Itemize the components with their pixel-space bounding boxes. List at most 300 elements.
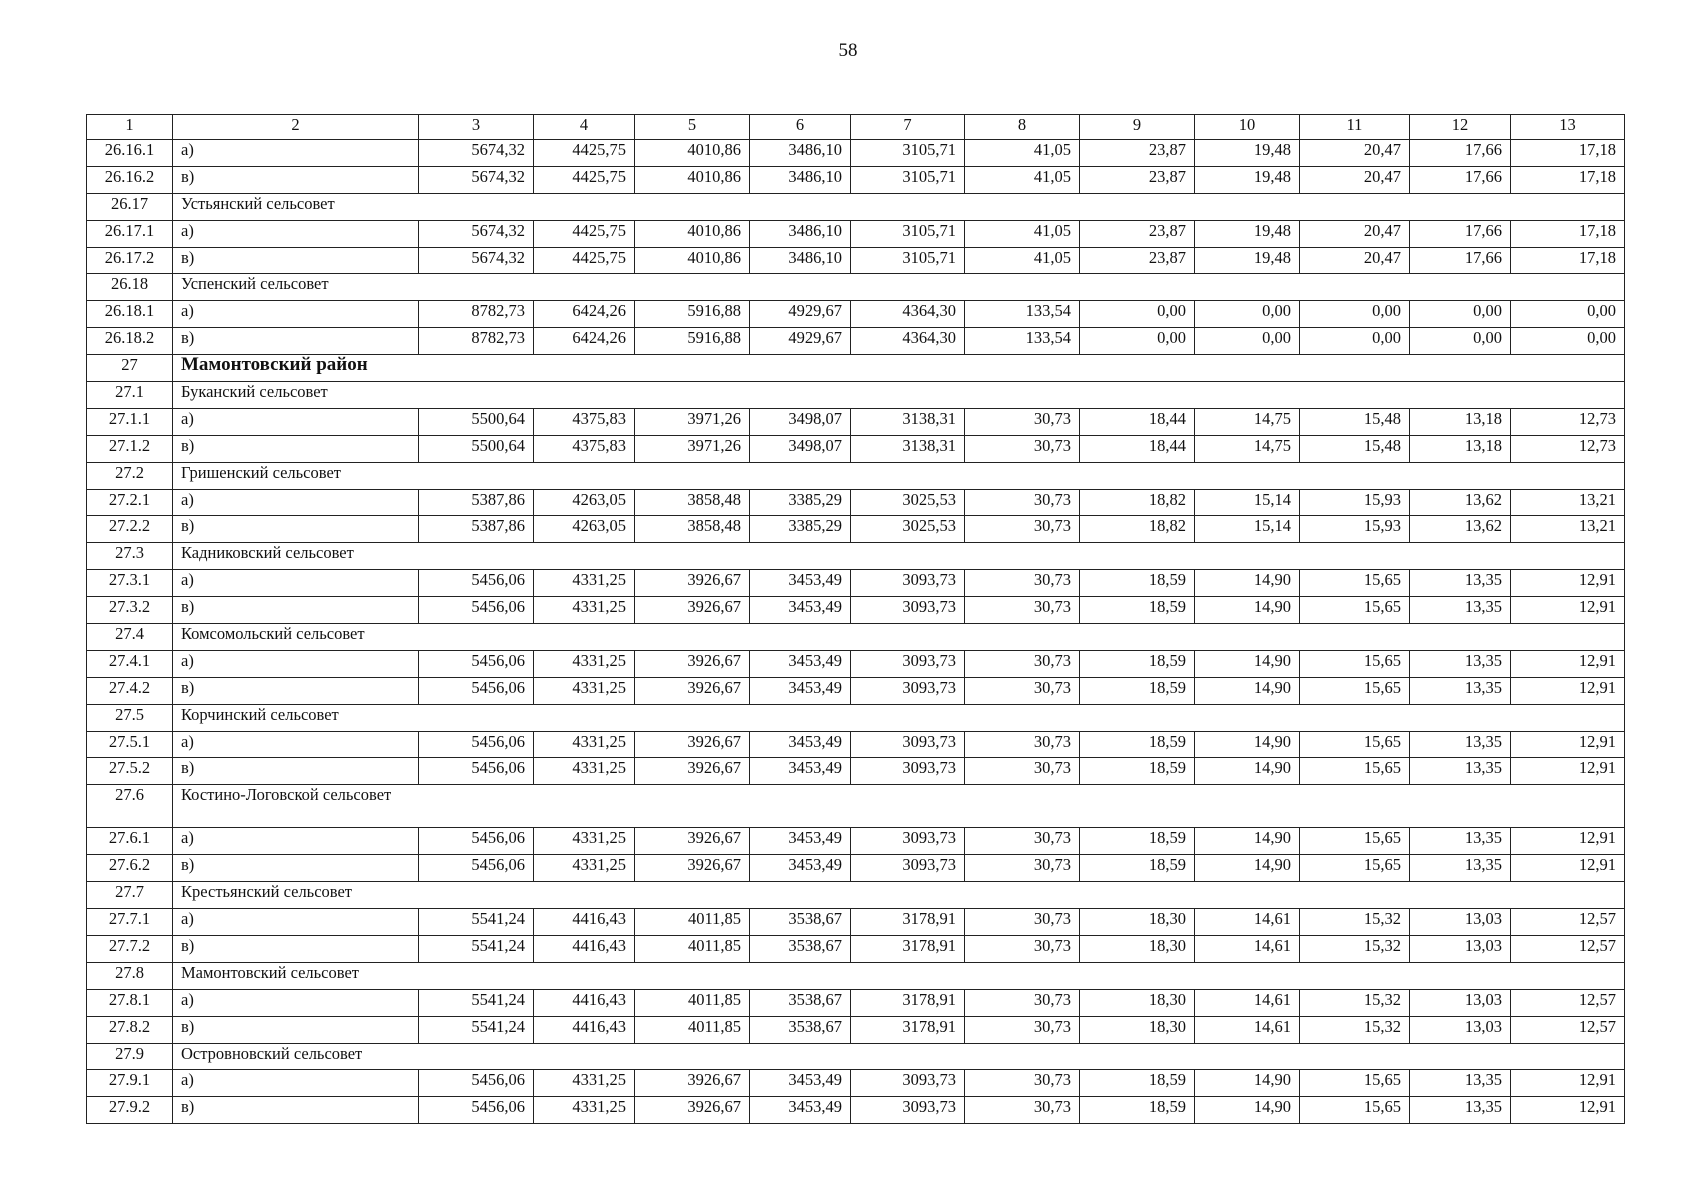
value-cell: 30,73	[965, 489, 1080, 516]
value-cell: 41,05	[965, 166, 1080, 193]
value-cell: 3926,67	[635, 1070, 750, 1097]
row-label: а)	[173, 731, 419, 758]
value-cell: 13,35	[1410, 1097, 1511, 1124]
value-cell: 0,00	[1195, 301, 1300, 328]
table-row	[87, 1070, 1625, 1097]
value-cell: 30,73	[965, 1070, 1080, 1097]
value-cell: 41,05	[965, 220, 1080, 247]
value-cell: 30,73	[965, 408, 1080, 435]
value-cell: 4375,83	[534, 408, 635, 435]
column-header: 5	[635, 115, 750, 140]
value-cell: 3093,73	[851, 855, 965, 882]
value-cell: 3453,49	[750, 597, 851, 624]
row-code: 26.17.2	[87, 247, 173, 274]
value-cell: 5916,88	[635, 328, 750, 355]
row-label: а)	[173, 909, 419, 936]
value-cell: 15,65	[1300, 731, 1410, 758]
value-cell: 41,05	[965, 247, 1080, 274]
column-header: 1	[87, 115, 173, 140]
row-label: а)	[173, 140, 419, 167]
row-label: а)	[173, 220, 419, 247]
row-code: 27.5.2	[87, 758, 173, 785]
value-cell: 3486,10	[750, 166, 851, 193]
table-row	[87, 301, 1625, 328]
section-header-row	[87, 704, 1625, 731]
value-cell: 5916,88	[635, 301, 750, 328]
section-header-row	[87, 882, 1625, 909]
table-row	[87, 650, 1625, 677]
value-cell: 14,90	[1195, 731, 1300, 758]
value-cell: 18,59	[1080, 570, 1195, 597]
value-cell: 18,44	[1080, 408, 1195, 435]
value-cell: 15,14	[1195, 489, 1300, 516]
value-cell: 14,90	[1195, 1097, 1300, 1124]
value-cell: 14,90	[1195, 758, 1300, 785]
value-cell: 3025,53	[851, 489, 965, 516]
value-cell: 19,48	[1195, 247, 1300, 274]
row-code: 27.7.2	[87, 935, 173, 962]
value-cell: 14,61	[1195, 1016, 1300, 1043]
value-cell: 3105,71	[851, 220, 965, 247]
row-code: 27.3.2	[87, 597, 173, 624]
value-cell: 14,90	[1195, 1070, 1300, 1097]
table-header-row	[87, 115, 1625, 140]
value-cell: 5456,06	[419, 650, 534, 677]
column-header: 8	[965, 115, 1080, 140]
value-cell: 3093,73	[851, 597, 965, 624]
value-cell: 30,73	[965, 597, 1080, 624]
value-cell: 15,65	[1300, 855, 1410, 882]
value-cell: 13,35	[1410, 677, 1511, 704]
value-cell: 30,73	[965, 516, 1080, 543]
value-cell: 4011,85	[635, 909, 750, 936]
value-cell: 23,87	[1080, 220, 1195, 247]
value-cell: 5456,06	[419, 828, 534, 855]
value-cell: 12,91	[1511, 855, 1625, 882]
value-cell: 3498,07	[750, 408, 851, 435]
value-cell: 14,61	[1195, 935, 1300, 962]
value-cell: 30,73	[965, 1016, 1080, 1043]
value-cell: 18,30	[1080, 1016, 1195, 1043]
value-cell: 14,90	[1195, 855, 1300, 882]
value-cell: 20,47	[1300, 247, 1410, 274]
value-cell: 18,59	[1080, 650, 1195, 677]
value-cell: 30,73	[965, 758, 1080, 785]
value-cell: 3926,67	[635, 650, 750, 677]
value-cell: 5500,64	[419, 435, 534, 462]
row-label: в)	[173, 247, 419, 274]
value-cell: 3105,71	[851, 247, 965, 274]
value-cell: 18,30	[1080, 989, 1195, 1016]
row-code: 27.3	[87, 543, 173, 570]
value-cell: 12,91	[1511, 1097, 1625, 1124]
column-header: 3	[419, 115, 534, 140]
value-cell: 4010,86	[635, 220, 750, 247]
value-cell: 5387,86	[419, 516, 534, 543]
value-cell: 3093,73	[851, 1097, 965, 1124]
value-cell: 133,54	[965, 328, 1080, 355]
value-cell: 19,48	[1195, 220, 1300, 247]
value-cell: 18,59	[1080, 855, 1195, 882]
table-row	[87, 435, 1625, 462]
value-cell: 6424,26	[534, 328, 635, 355]
value-cell: 3138,31	[851, 435, 965, 462]
row-code: 27.7	[87, 882, 173, 909]
row-code: 27.6.2	[87, 855, 173, 882]
section-title: Костино-Логовской сельсовет	[173, 785, 1625, 828]
value-cell: 3178,91	[851, 935, 965, 962]
value-cell: 0,00	[1511, 328, 1625, 355]
row-label: в)	[173, 758, 419, 785]
section-title: Устьянский сельсовет	[173, 193, 1625, 220]
value-cell: 5541,24	[419, 935, 534, 962]
value-cell: 4331,25	[534, 597, 635, 624]
value-cell: 4010,86	[635, 140, 750, 167]
row-code: 27.1.1	[87, 408, 173, 435]
value-cell: 13,35	[1410, 731, 1511, 758]
value-cell: 8782,73	[419, 328, 534, 355]
table-row	[87, 516, 1625, 543]
row-label: а)	[173, 489, 419, 516]
value-cell: 4929,67	[750, 301, 851, 328]
value-cell: 18,30	[1080, 909, 1195, 936]
value-cell: 3926,67	[635, 597, 750, 624]
value-cell: 12,91	[1511, 650, 1625, 677]
value-cell: 0,00	[1080, 328, 1195, 355]
value-cell: 4331,25	[534, 758, 635, 785]
table-row	[87, 220, 1625, 247]
value-cell: 18,59	[1080, 828, 1195, 855]
row-code: 27.2.1	[87, 489, 173, 516]
value-cell: 3498,07	[750, 435, 851, 462]
value-cell: 30,73	[965, 855, 1080, 882]
value-cell: 4331,25	[534, 570, 635, 597]
value-cell: 4263,05	[534, 516, 635, 543]
row-label: в)	[173, 1097, 419, 1124]
row-code: 27	[87, 355, 173, 382]
value-cell: 18,59	[1080, 1070, 1195, 1097]
section-header-row	[87, 624, 1625, 651]
value-cell: 3858,48	[635, 516, 750, 543]
value-cell: 3858,48	[635, 489, 750, 516]
value-cell: 4375,83	[534, 435, 635, 462]
value-cell: 3105,71	[851, 140, 965, 167]
value-cell: 4331,25	[534, 855, 635, 882]
value-cell: 12,91	[1511, 597, 1625, 624]
table-row	[87, 408, 1625, 435]
value-cell: 5674,32	[419, 220, 534, 247]
value-cell: 3926,67	[635, 1097, 750, 1124]
value-cell: 30,73	[965, 828, 1080, 855]
section-header-row	[87, 193, 1625, 220]
column-header: 6	[750, 115, 851, 140]
table-row	[87, 140, 1625, 167]
value-cell: 3453,49	[750, 1070, 851, 1097]
value-cell: 3538,67	[750, 935, 851, 962]
row-code: 27.4.1	[87, 650, 173, 677]
row-code: 27.6.1	[87, 828, 173, 855]
value-cell: 13,21	[1511, 489, 1625, 516]
value-cell: 4364,30	[851, 328, 965, 355]
value-cell: 4425,75	[534, 140, 635, 167]
value-cell: 5541,24	[419, 989, 534, 1016]
row-label: а)	[173, 828, 419, 855]
value-cell: 3453,49	[750, 758, 851, 785]
value-cell: 4416,43	[534, 909, 635, 936]
value-cell: 5456,06	[419, 731, 534, 758]
row-code: 27.2.2	[87, 516, 173, 543]
section-header-row	[87, 382, 1625, 409]
row-code: 27.4.2	[87, 677, 173, 704]
section-title: Буканский сельсовет	[173, 382, 1625, 409]
value-cell: 15,65	[1300, 570, 1410, 597]
section-header-row	[87, 274, 1625, 301]
value-cell: 13,62	[1410, 516, 1511, 543]
value-cell: 4929,67	[750, 328, 851, 355]
value-cell: 0,00	[1080, 301, 1195, 328]
value-cell: 15,65	[1300, 1070, 1410, 1097]
row-code: 26.16.2	[87, 166, 173, 193]
value-cell: 4011,85	[635, 935, 750, 962]
section-header-row	[87, 1043, 1625, 1070]
table-row	[87, 989, 1625, 1016]
value-cell: 8782,73	[419, 301, 534, 328]
value-cell: 5456,06	[419, 758, 534, 785]
value-cell: 4416,43	[534, 1016, 635, 1043]
table-row	[87, 935, 1625, 962]
value-cell: 5674,32	[419, 247, 534, 274]
row-code: 27.8.1	[87, 989, 173, 1016]
value-cell: 5674,32	[419, 140, 534, 167]
value-cell: 15,32	[1300, 989, 1410, 1016]
value-cell: 4010,86	[635, 166, 750, 193]
value-cell: 15,65	[1300, 597, 1410, 624]
value-cell: 3538,67	[750, 1016, 851, 1043]
value-cell: 15,32	[1300, 935, 1410, 962]
value-cell: 15,65	[1300, 650, 1410, 677]
row-code: 27.1.2	[87, 435, 173, 462]
value-cell: 18,82	[1080, 516, 1195, 543]
value-cell: 15,65	[1300, 677, 1410, 704]
value-cell: 5456,06	[419, 597, 534, 624]
value-cell: 12,73	[1511, 408, 1625, 435]
table-row	[87, 247, 1625, 274]
value-cell: 30,73	[965, 989, 1080, 1016]
table-row	[87, 570, 1625, 597]
value-cell: 4331,25	[534, 1070, 635, 1097]
value-cell: 6424,26	[534, 301, 635, 328]
column-header: 4	[534, 115, 635, 140]
value-cell: 23,87	[1080, 247, 1195, 274]
value-cell: 30,73	[965, 650, 1080, 677]
value-cell: 15,32	[1300, 1016, 1410, 1043]
section-title: Островновский сельсовет	[173, 1043, 1625, 1070]
value-cell: 133,54	[965, 301, 1080, 328]
column-header: 10	[1195, 115, 1300, 140]
value-cell: 0,00	[1195, 328, 1300, 355]
value-cell: 3093,73	[851, 677, 965, 704]
row-code: 26.18	[87, 274, 173, 301]
row-label: а)	[173, 301, 419, 328]
value-cell: 3926,67	[635, 828, 750, 855]
value-cell: 5456,06	[419, 677, 534, 704]
value-cell: 3453,49	[750, 650, 851, 677]
value-cell: 3453,49	[750, 570, 851, 597]
value-cell: 13,18	[1410, 435, 1511, 462]
value-cell: 4364,30	[851, 301, 965, 328]
value-cell: 18,59	[1080, 731, 1195, 758]
row-label: в)	[173, 435, 419, 462]
value-cell: 13,35	[1410, 828, 1511, 855]
value-cell: 17,18	[1511, 247, 1625, 274]
row-label: в)	[173, 935, 419, 962]
value-cell: 3178,91	[851, 989, 965, 1016]
value-cell: 14,75	[1195, 435, 1300, 462]
value-cell: 14,90	[1195, 570, 1300, 597]
value-cell: 0,00	[1300, 301, 1410, 328]
value-cell: 17,66	[1410, 140, 1511, 167]
column-header: 13	[1511, 115, 1625, 140]
value-cell: 3453,49	[750, 855, 851, 882]
value-cell: 3486,10	[750, 140, 851, 167]
value-cell: 12,91	[1511, 828, 1625, 855]
value-cell: 14,90	[1195, 828, 1300, 855]
section-header-row	[87, 785, 1625, 828]
value-cell: 12,91	[1511, 1070, 1625, 1097]
value-cell: 17,18	[1511, 166, 1625, 193]
tariff-table	[86, 114, 1625, 1124]
value-cell: 30,73	[965, 435, 1080, 462]
value-cell: 3025,53	[851, 516, 965, 543]
row-code: 27.8.2	[87, 1016, 173, 1043]
value-cell: 5456,06	[419, 1070, 534, 1097]
value-cell: 3453,49	[750, 828, 851, 855]
column-header: 2	[173, 115, 419, 140]
row-label: в)	[173, 1016, 419, 1043]
table-row	[87, 489, 1625, 516]
table-row	[87, 758, 1625, 785]
row-label: в)	[173, 597, 419, 624]
value-cell: 30,73	[965, 731, 1080, 758]
value-cell: 17,66	[1410, 220, 1511, 247]
row-code: 26.16.1	[87, 140, 173, 167]
value-cell: 30,73	[965, 677, 1080, 704]
value-cell: 17,18	[1511, 220, 1625, 247]
value-cell: 3926,67	[635, 758, 750, 785]
value-cell: 3385,29	[750, 489, 851, 516]
value-cell: 4263,05	[534, 489, 635, 516]
value-cell: 30,73	[965, 935, 1080, 962]
value-cell: 23,87	[1080, 166, 1195, 193]
row-label: а)	[173, 570, 419, 597]
value-cell: 3926,67	[635, 677, 750, 704]
value-cell: 12,91	[1511, 731, 1625, 758]
value-cell: 3093,73	[851, 650, 965, 677]
value-cell: 4331,25	[534, 650, 635, 677]
value-cell: 18,30	[1080, 935, 1195, 962]
row-label: в)	[173, 855, 419, 882]
row-code: 27.4	[87, 624, 173, 651]
value-cell: 15,32	[1300, 909, 1410, 936]
value-cell: 3453,49	[750, 677, 851, 704]
row-code: 27.9.1	[87, 1070, 173, 1097]
row-code: 27.5	[87, 704, 173, 731]
table-row	[87, 1016, 1625, 1043]
row-code: 26.18.2	[87, 328, 173, 355]
value-cell: 15,93	[1300, 489, 1410, 516]
row-code: 27.1	[87, 382, 173, 409]
value-cell: 15,93	[1300, 516, 1410, 543]
value-cell: 3926,67	[635, 855, 750, 882]
row-code: 27.7.1	[87, 909, 173, 936]
table-row	[87, 328, 1625, 355]
value-cell: 15,48	[1300, 435, 1410, 462]
value-cell: 3971,26	[635, 435, 750, 462]
value-cell: 5456,06	[419, 855, 534, 882]
row-label: в)	[173, 166, 419, 193]
table-row	[87, 597, 1625, 624]
value-cell: 14,61	[1195, 909, 1300, 936]
value-cell: 12,57	[1511, 935, 1625, 962]
value-cell: 3093,73	[851, 731, 965, 758]
row-label: а)	[173, 989, 419, 1016]
row-label: в)	[173, 677, 419, 704]
value-cell: 17,66	[1410, 247, 1511, 274]
value-cell: 4425,75	[534, 166, 635, 193]
table-row	[87, 909, 1625, 936]
row-label: а)	[173, 1070, 419, 1097]
value-cell: 3385,29	[750, 516, 851, 543]
value-cell: 17,66	[1410, 166, 1511, 193]
value-cell: 3453,49	[750, 731, 851, 758]
value-cell: 3178,91	[851, 909, 965, 936]
section-title: Крестьянский сельсовет	[173, 882, 1625, 909]
value-cell: 12,91	[1511, 677, 1625, 704]
row-code: 26.17.1	[87, 220, 173, 247]
value-cell: 0,00	[1511, 301, 1625, 328]
page-number: 58	[838, 40, 858, 61]
value-cell: 18,44	[1080, 435, 1195, 462]
section-title: Комсомольский сельсовет	[173, 624, 1625, 651]
value-cell: 30,73	[965, 1097, 1080, 1124]
table-row	[87, 731, 1625, 758]
value-cell: 13,03	[1410, 935, 1511, 962]
value-cell: 3093,73	[851, 570, 965, 597]
value-cell: 20,47	[1300, 166, 1410, 193]
value-cell: 3178,91	[851, 1016, 965, 1043]
value-cell: 41,05	[965, 140, 1080, 167]
value-cell: 5387,86	[419, 489, 534, 516]
value-cell: 30,73	[965, 909, 1080, 936]
value-cell: 3093,73	[851, 1070, 965, 1097]
value-cell: 4331,25	[534, 828, 635, 855]
value-cell: 15,65	[1300, 828, 1410, 855]
table-row	[87, 166, 1625, 193]
value-cell: 18,59	[1080, 758, 1195, 785]
row-code: 27.9	[87, 1043, 173, 1070]
value-cell: 18,82	[1080, 489, 1195, 516]
row-code: 26.18.1	[87, 301, 173, 328]
value-cell: 13,03	[1410, 1016, 1511, 1043]
value-cell: 0,00	[1410, 328, 1511, 355]
value-cell: 13,35	[1410, 1070, 1511, 1097]
value-cell: 12,57	[1511, 1016, 1625, 1043]
value-cell: 19,48	[1195, 140, 1300, 167]
section-title: Гришенский сельсовет	[173, 462, 1625, 489]
column-header: 7	[851, 115, 965, 140]
value-cell: 3486,10	[750, 247, 851, 274]
row-code: 26.17	[87, 193, 173, 220]
